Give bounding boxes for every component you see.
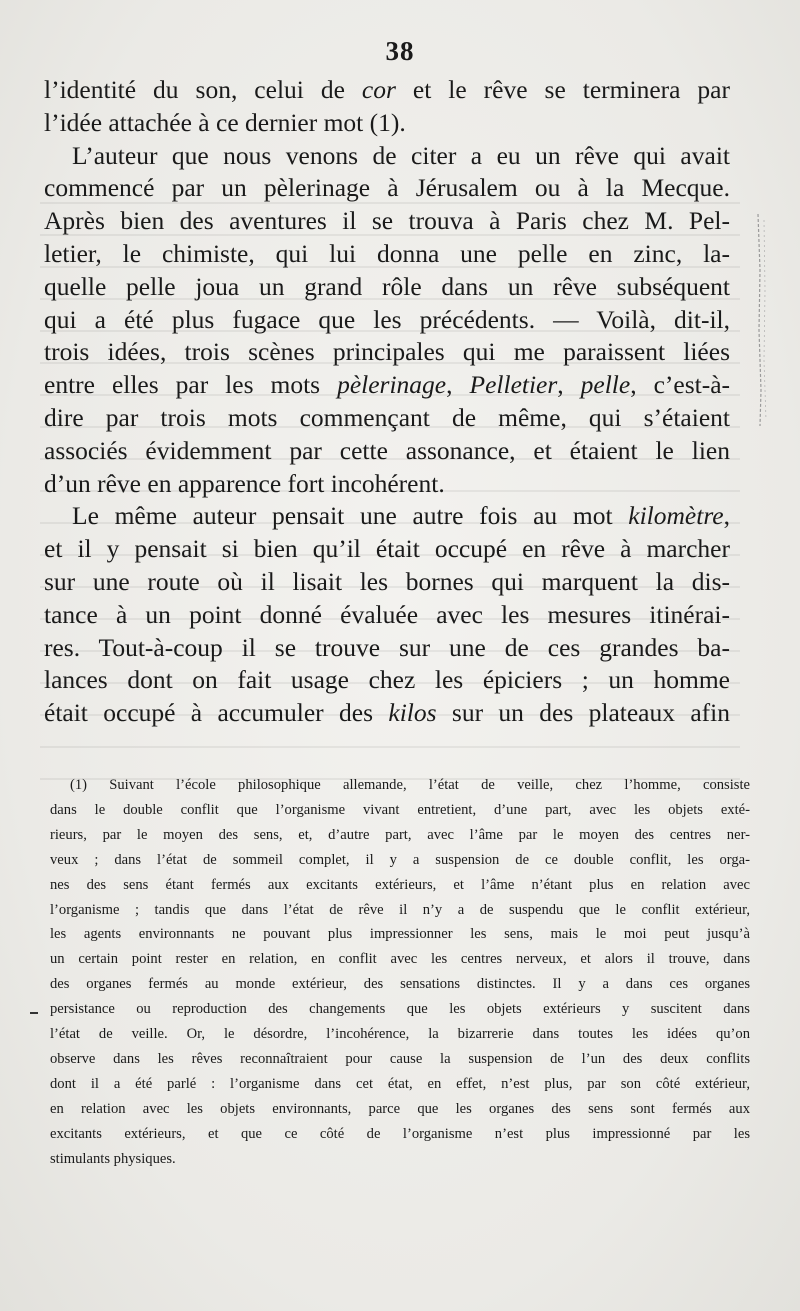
footnote-line: un certain point rester en relation, en conflit avec les centres nerveux, et alors il trouve, dans — [50, 951, 750, 968]
text-line: d’un rêve en apparence fort incohérent. — [44, 468, 445, 498]
text-line: l’identité du son, celui de cor et le rêve se terminera par — [44, 75, 730, 104]
text-line: letier, le chimiste, qui lui donna une pelle en zinc, la- — [44, 238, 730, 268]
text-line: lances dont on fait usage chez les épiciers ; un homme — [44, 665, 730, 695]
text-line: commencé par un pèlerinage à Jérusalem ou à la Mecque. — [44, 173, 730, 203]
text-line: res. Tout-à-coup il se trouve sur une de ces grandes ba- — [44, 632, 730, 662]
text-line: associés évidemment par cette assonance, et étaient le lien — [44, 435, 730, 465]
text-line: dire par trois mots commençant de même, qui s’étaient — [44, 402, 730, 432]
margin-dash-mark — [30, 1012, 38, 1014]
footnote-line: rieurs, par le moyen des sens, et, d’autre part, avec l’âme par le moyen des centres ner- — [50, 826, 750, 843]
main-text-block — [44, 74, 730, 730]
page-number: 38 — [385, 36, 415, 66]
text-line: l’idée attachée à ce dernier mot (1). — [44, 107, 406, 137]
text-line: était occupé à accumuler des kilos sur un des plateaux afin — [44, 698, 730, 728]
footnote-line: persistance ou reproduction des changements que les objets extérieurs y suscitent dans — [50, 1001, 750, 1018]
footnote-line: nes des sens étant fermés aux excitants extérieurs, et l’âme n’étant plus en relation avec — [50, 876, 750, 893]
footnote-line: stimulants physiques. — [50, 1150, 176, 1167]
text-line: sur une route où il lisait les bornes qui marquent la dis- — [44, 566, 730, 596]
margin-pencil-mark — [752, 210, 772, 430]
text-line: trois idées, trois scènes principales qui me paraissent liées — [44, 337, 730, 367]
footnote-block — [50, 773, 750, 1172]
footnote-line: des organes fermés au monde extérieur, des sensations distinctes. Il y a dans ces organes — [50, 976, 750, 993]
text-line: Après bien des aventures il se trouva à Paris chez M. Pel- — [44, 206, 730, 236]
text-line: qui a été plus fugace que les précédents. — Voilà, dit-il, — [44, 304, 730, 334]
footnote-line: veux ; dans l’état de sommeil complet, il y a suspension de ce double conflit, les orga- — [50, 851, 750, 868]
footnote-line: les agents environnants ne pouvant plus impressionner les sens, mais le moi peut jusqu’à — [50, 926, 750, 943]
text-line: entre elles par les mots pèlerinage, Pelletier, pelle, c’est-à- — [44, 370, 731, 400]
text-line: tance à un point donné évaluée avec les mesures itinérai- — [44, 599, 730, 629]
text-line: Le même auteur pensait une autre fois au mot kilomètre, — [72, 501, 730, 531]
footnote-line: excitants extérieurs, et que ce côté de l’organisme n’est plus impressionné par les — [50, 1125, 750, 1142]
footnote-line: en relation avec les objets environnants, parce que les organes des sens sont fermés aux — [50, 1100, 750, 1117]
footnote-line: l’état de veille. Or, le désordre, l’incohérence, la bizarrerie dans toutes les idées qu’on — [50, 1026, 750, 1043]
text-line: L’auteur que nous venons de citer a eu un rêve qui avait — [72, 140, 730, 170]
footnote-line: (1) Suivant l’école philosophique allemande, l’état de veille, chez l’homme, consiste — [70, 777, 750, 793]
footnote-line: dans le double conflit que l’organisme vivant entretient, d’une part, avec les objets exté- — [50, 801, 750, 818]
footnote-line: dont il a été parlé : l’organisme dans cet état, en effet, n’est plus, par son côté extérieur, — [50, 1075, 750, 1092]
text-line: et il y pensait si bien qu’il était occupé en rêve à marcher — [44, 534, 730, 564]
footnote-line: l’organisme ; tandis que dans l’état de rêve il n’y a de suspendu que le conflit extérieur, — [50, 901, 750, 918]
footnote-line: observe dans les rêves reconnaîtraient pour cause la suspension de l’un des deux conflits — [50, 1050, 750, 1067]
text-line: quelle pelle joua un grand rôle dans un rêve subséquent — [44, 271, 730, 301]
